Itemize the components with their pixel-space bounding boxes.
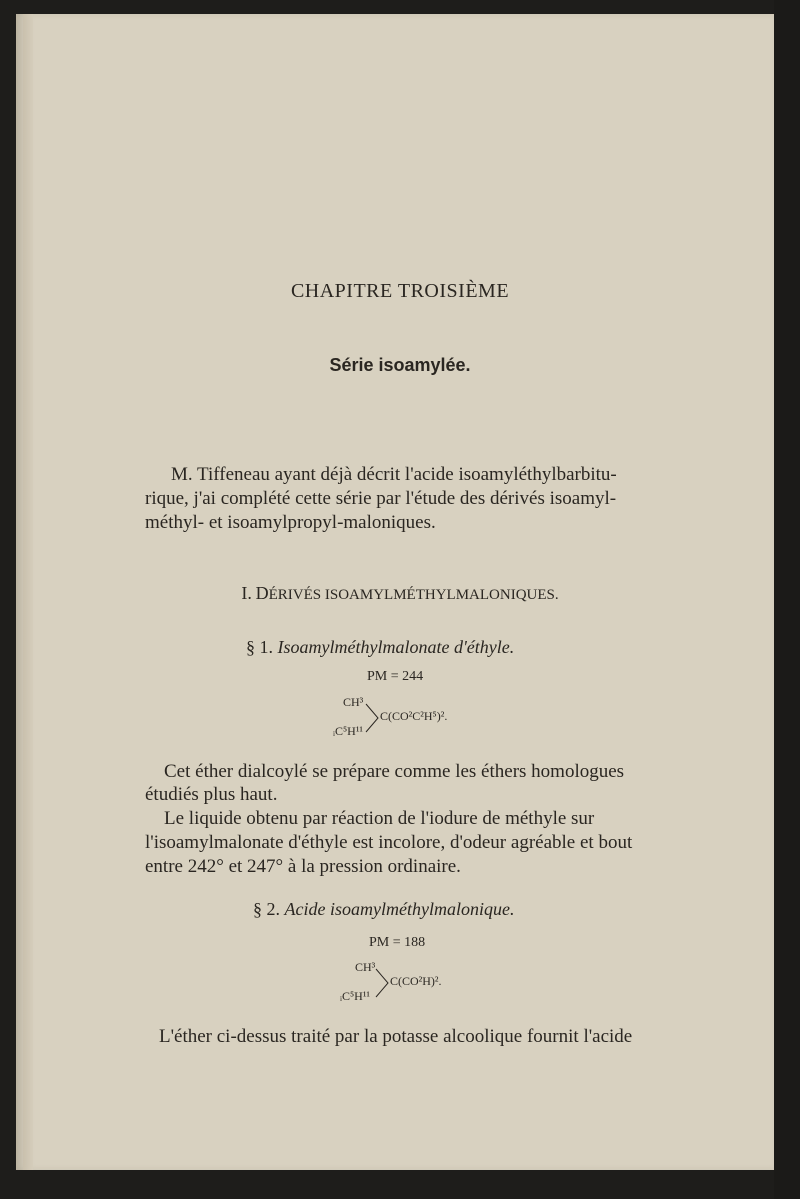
formula-2-bottom: ᵢC⁵H¹¹ bbox=[340, 989, 371, 1003]
paragraph-1-line-4: l'isoamylmalonate d'éthyle est incolore, d'odeur agréable et bout bbox=[145, 832, 633, 853]
section-heading bbox=[0, 583, 800, 604]
paragraph-1-line-1: Cet éther dialcoylé se prépare comme les éthers homologues bbox=[164, 761, 625, 782]
formula-1-top: CH³ bbox=[343, 695, 364, 709]
paragraph-1-line-2: étudiés plus haut. bbox=[145, 784, 278, 805]
subsection-1-number: § 1. bbox=[246, 637, 273, 657]
series-title: Série isoamylée. bbox=[329, 355, 471, 375]
subsection-2-number: § 2. bbox=[253, 899, 280, 919]
section-title: ÉRIVÉS ISOAMYLMÉTHYLMALONIQUES. bbox=[268, 587, 559, 603]
intro-line-1: M. Tiffeneau ayant déjà décrit l'acide isoamyléthylbarbitu- bbox=[171, 464, 617, 485]
formula-2-top: CH³ bbox=[355, 960, 376, 974]
intro-line-2: rique, j'ai complété cette série par l'étude des dérivés isoamyl- bbox=[145, 488, 617, 509]
paragraph-2-line-1: L'éther ci-dessus traité par la potasse alcoolique fournit l'acide bbox=[159, 1026, 633, 1047]
section-initial: D bbox=[255, 583, 269, 603]
formula-1-bottom: ᵢC⁵H¹¹ bbox=[333, 724, 364, 738]
subsection-2-title: Acide isoamylméthylmalonique. bbox=[284, 899, 515, 919]
section-number: I. bbox=[241, 583, 252, 603]
chapter-title: CHAPITRE TROISIÈME bbox=[290, 280, 510, 302]
subsection-2-pm: PM = 188 bbox=[369, 935, 426, 950]
intro-line-3: méthyl- et isoamylpropyl-maloniques. bbox=[145, 512, 436, 533]
paragraph-1-line-5: entre 242° et 247° à la pression ordinaire. bbox=[145, 856, 461, 877]
paragraph-1-line-3: Le liquide obtenu par réaction de l'iodure de méthyle sur bbox=[164, 808, 595, 829]
subsection-1-title: Isoamylméthylmalonate d'éthyle. bbox=[277, 637, 515, 657]
formula-2-right: C(CO²H)². bbox=[390, 974, 442, 988]
subsection-1-heading bbox=[246, 637, 514, 658]
formula-1-right: C(CO²C²H⁵)². bbox=[380, 709, 448, 723]
subsection-1-pm: PM = 244 bbox=[367, 669, 424, 684]
subsection-2-heading bbox=[253, 899, 514, 920]
